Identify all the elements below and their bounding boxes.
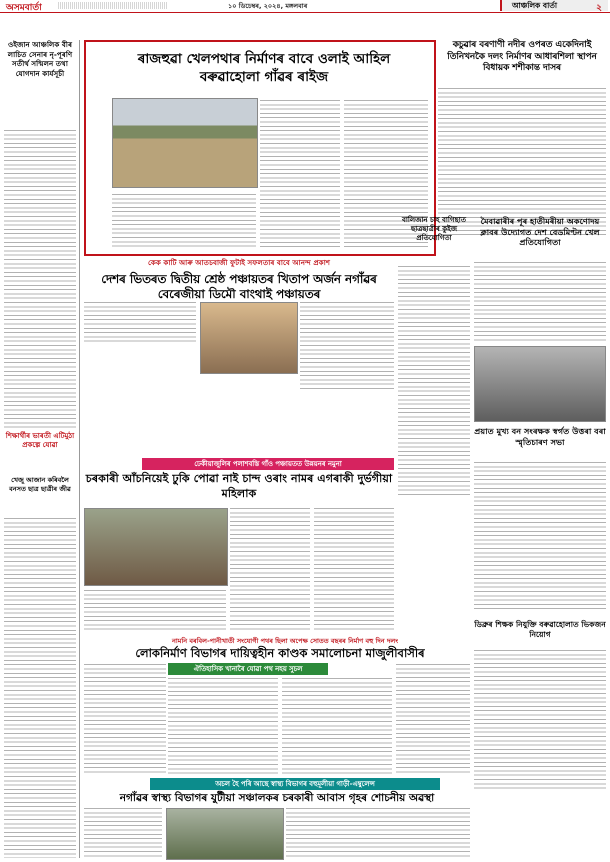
bottom-banner: অচল হৈ পৰি আছে স্বাস্থ্য বিভাগৰ বহুমূলীয়া গাড়ী-এম্বুলেন্স (150, 778, 440, 790)
lead-story (84, 40, 436, 256)
majuli-body-4 (396, 664, 470, 774)
left-story2-title: শিক্ষাৰ্থীৰ ভাৰতী এটিমুঠা প্ৰকল্পে যোৱা (5, 432, 75, 449)
memorial-story (474, 426, 606, 616)
left-story3-title: খেজু আজান কৰিবলৈ বনসত ছাত্ৰ ছাত্ৰীৰ জীৱ (9, 476, 71, 493)
dhekia-headline: চৰকাৰী আঁচনিয়েই ঢুকি পোৱা নাই চান্দ ওৰাং নামৰ এগৰাকী দুৰ্ভগীয়া মহিলাক (85, 472, 393, 500)
badminton-body (474, 262, 606, 342)
memorial-body (474, 462, 606, 612)
right-top-headline: কচুৱাৰ বৰণাণী নদীৰ ওপৰত একেদিনাই তিনিখনকৈ দলং নিৰ্মাণৰ আধাৰশিলা স্থাপন বিধায়ক শশীকান্ত দাসৰ (447, 40, 597, 73)
panchayat-body-1 (84, 302, 196, 342)
bottom-headline: নগাঁৱৰ স্বাস্থ্য বিভাগৰ যুটীয়া সঞ্চালকৰ চৰকাৰী আবাস গৃহৰ শোচনীয় অৱস্থা (119, 792, 435, 804)
panchayat-photo (200, 302, 298, 374)
section-label (500, 0, 608, 11)
badminton-photo (474, 346, 606, 422)
logo: অসমবাৰ্তা (6, 3, 42, 13)
dhekia-banner: ঢেকীয়াজুলিৰ পলাশবস্তি গাঁও পঞ্চায়তত উন্নয়নৰ নমুনা (142, 458, 394, 470)
quiz-body (398, 266, 470, 496)
quiz-story (398, 216, 470, 496)
dhekia-photo (84, 508, 228, 586)
majuli-banner: ঐতিহাসিক খানাৰৈ যোৱা পথ নহয় সুচল (168, 663, 328, 675)
left-column (4, 40, 76, 858)
dhekia-body-3 (314, 508, 394, 632)
lead-headline: ৰাজহুৱা খেলপথাৰ নিৰ্মাণৰ বাবে ওলাই আহিল বৰুৱাহোলা গাঁৱৰ ৰাইজ (137, 51, 391, 85)
majuli-kicker: নামনি বৰবিল-পানীখাতী সংযোগী পথৰ ছিলা অপেক্ষ সোতত বছৰৰ নিৰ্মাণ বহু দিন দলং (172, 637, 398, 645)
badminton-story (474, 216, 606, 422)
majuli-body-3 (282, 678, 392, 774)
panchayat-story (84, 258, 394, 458)
right-top-story (438, 40, 606, 210)
lead-photo (112, 98, 258, 188)
panchayat-headline: দেশৰ ভিতৰত দ্বিতীয় শ্ৰেষ্ঠ পঞ্চায়তৰ খিতাপ অৰ্জন নগাঁৱৰ বেৰেজীয়া ডিমৌ বাংথাই পঞ্চায়তৰ (101, 272, 377, 301)
section-name: আঞ্চলিক বাৰ্তা (512, 1, 558, 10)
panchayat-kicker: কেক কাটি আৰু আতচবাজী ফুটাই সফলতাৰ বাবে আনন্দ প্ৰকাশ (147, 258, 331, 267)
quiz-headline: বালিজান চাহ বাগিছাত ছাত্ৰছাত্ৰীৰ কুইজ প্ৰতিযোগিতা (401, 216, 466, 242)
district-headline: ডিব্ৰুৰ শিক্ষক নিযুক্তি বৰুৱাহোলাত ভিকজন নিয়োগ (474, 620, 606, 639)
left-title: ওইজান আঞ্চলিক বীৰ লাচিত সেনাৰ নৃ-পূৰণি সতীৰ্থ সন্মিলন তথা যোগদান কাৰ্যসূচী (7, 40, 73, 78)
logo-info (58, 2, 168, 9)
majuli-headline: লোকনিৰ্মাণ বিভাগৰ দায়িত্বহীন কাণ্ডক সমালোচনা মাজুলীবাসীৰ (135, 646, 425, 660)
majuli-body-2 (168, 678, 278, 774)
memorial-headline: প্ৰয়াত মুখ্য বন সংৰক্ষক স্বৰ্গত উত্তৰা বৰা স্মৃতিচাৰণ সভা (474, 426, 606, 447)
masthead (0, 0, 610, 13)
left-body-2 (4, 518, 76, 858)
district-body (474, 650, 606, 790)
badminton-headline: মৈবাৱাৰীৰ পূৰ হাতীমৰীয়া অকণোদয় ক্লাবৰ উদ্যোগত দেশ বেডমিণ্টন খেল প্ৰতিযোগিতা (480, 216, 600, 247)
dhekia-body-1 (84, 590, 226, 632)
district-story (474, 620, 606, 790)
dhekia-body-2 (230, 508, 310, 632)
majuli-body-1 (84, 664, 166, 774)
lead-body-1 (260, 100, 340, 248)
bottom-body-1 (84, 808, 162, 858)
left-body-1 (4, 130, 76, 430)
bottom-photo (166, 808, 284, 860)
date-line: ১০ ডিচেম্বৰ, ২০২৪, মঙ্গলবাৰ (228, 2, 308, 10)
page-number: ২ (596, 3, 602, 13)
column-divider (79, 40, 80, 858)
bottom-body-2 (286, 808, 470, 858)
lead-body-3 (112, 194, 256, 248)
panchayat-body-2 (300, 302, 394, 392)
